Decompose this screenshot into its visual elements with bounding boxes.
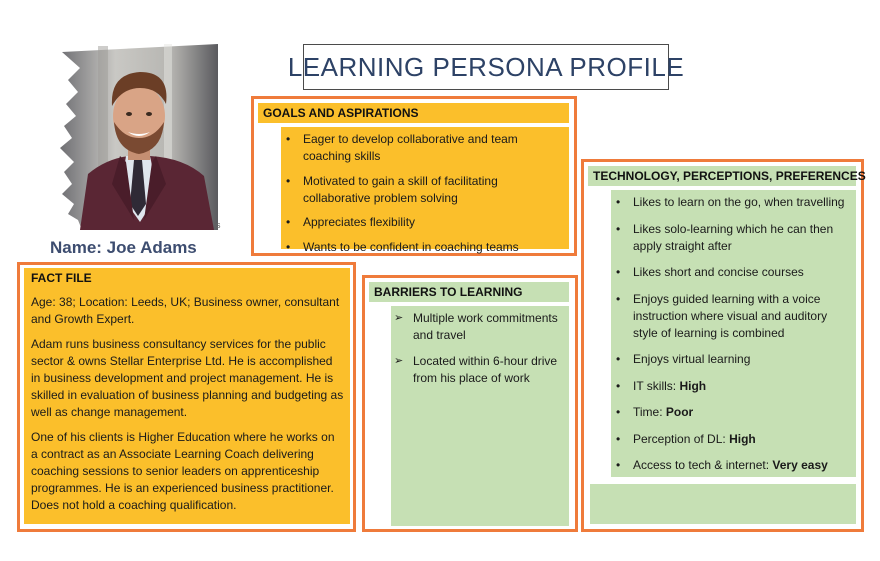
technology-item-text: Time: <box>633 405 666 419</box>
technology-item <box>633 404 852 421</box>
fact-file-panel <box>17 262 356 532</box>
technology-item-text: Likes short and concise courses <box>633 265 804 279</box>
persona-name: Name: Joe Adams <box>50 238 197 257</box>
technology-footer-strip <box>590 484 856 524</box>
barriers-heading: BARRIERS TO LEARNING <box>369 282 569 302</box>
goals-list <box>281 127 569 256</box>
goals-item: • Wants to be confident in coaching teams <box>303 239 561 256</box>
technology-item-value: Very easy <box>772 458 828 472</box>
page-title-box <box>287 44 685 90</box>
technology-heading: TECHNOLOGY, PERCEPTIONS, PREFERENCES <box>588 166 856 186</box>
goals-panel <box>251 96 577 256</box>
goals-item: • Appreciates flexibility <box>303 214 561 231</box>
technology-item-text: Enjoys guided learning with a voice instruction where visual and auditory style of learning is combined <box>633 291 828 340</box>
technology-item-value: High <box>679 378 707 393</box>
technology-body <box>611 190 856 477</box>
goals-heading: GOALS AND ASPIRATIONS <box>258 103 569 123</box>
technology-item-text: Perception of DL: <box>633 431 730 446</box>
technology-item-value: High <box>729 431 756 446</box>
technology-item-value: Poor <box>665 405 694 419</box>
barriers-item: ➢ Located within 6-hour drive from his place of work <box>413 353 565 387</box>
fact-file-heading: FACT FILE <box>31 271 92 285</box>
barriers-body <box>391 306 569 526</box>
technology-item <box>633 291 852 342</box>
photo-caption-glyph: s <box>216 220 221 230</box>
fact-file-paragraph: Age: 38; Location: Leeds, UK; Business owner, consultant and Growth Expert. <box>31 295 340 326</box>
barriers-list <box>391 306 569 387</box>
technology-item <box>633 431 852 448</box>
fact-file-paragraph: Adam runs business consultancy services for the public sector & owns Stellar Enterprise Ltd. He is accomplished in business development and project management. He is skilled in evaluation of business planning and budgeting as well as change management. <box>31 337 344 419</box>
technology-item-text: IT skills: <box>633 378 680 393</box>
goals-item: • Eager to develop collaborative and team coaching skills <box>303 131 561 165</box>
technology-item <box>633 457 852 474</box>
technology-item <box>633 264 852 281</box>
technology-list <box>611 190 856 474</box>
persona-photo-illustration <box>54 44 218 230</box>
fact-file-body <box>24 268 350 524</box>
technology-panel <box>581 159 864 532</box>
technology-item <box>633 351 852 368</box>
persona-photo <box>54 44 218 230</box>
goals-body <box>281 127 569 254</box>
barriers-panel <box>362 275 578 532</box>
technology-item <box>633 378 852 395</box>
technology-item-text: Enjoys virtual learning <box>633 352 751 366</box>
page-title: LEARNING PERSONA PROFILE <box>287 51 685 82</box>
technology-item-text: Access to tech & internet: <box>633 458 773 472</box>
technology-item <box>633 221 852 255</box>
fact-file-paragraph: One of his clients is Higher Education where he works on a contract as an Associate Learning Coach delivering coaching sessions to senior leaders on apprenticeship programmes. He is an experienced business practitioner. Does not hold a coaching qualification. <box>31 430 335 512</box>
barriers-item: ➢ Multiple work commitments and travel <box>413 310 565 344</box>
goals-item: • Motivated to gain a skill of facilitating collaborative problem solving <box>303 173 561 207</box>
technology-item-text: Likes solo-learning which he can then apply straight after <box>633 221 834 253</box>
technology-item <box>633 194 852 211</box>
technology-item-text: Likes to learn on the go, when travelling <box>633 195 845 209</box>
